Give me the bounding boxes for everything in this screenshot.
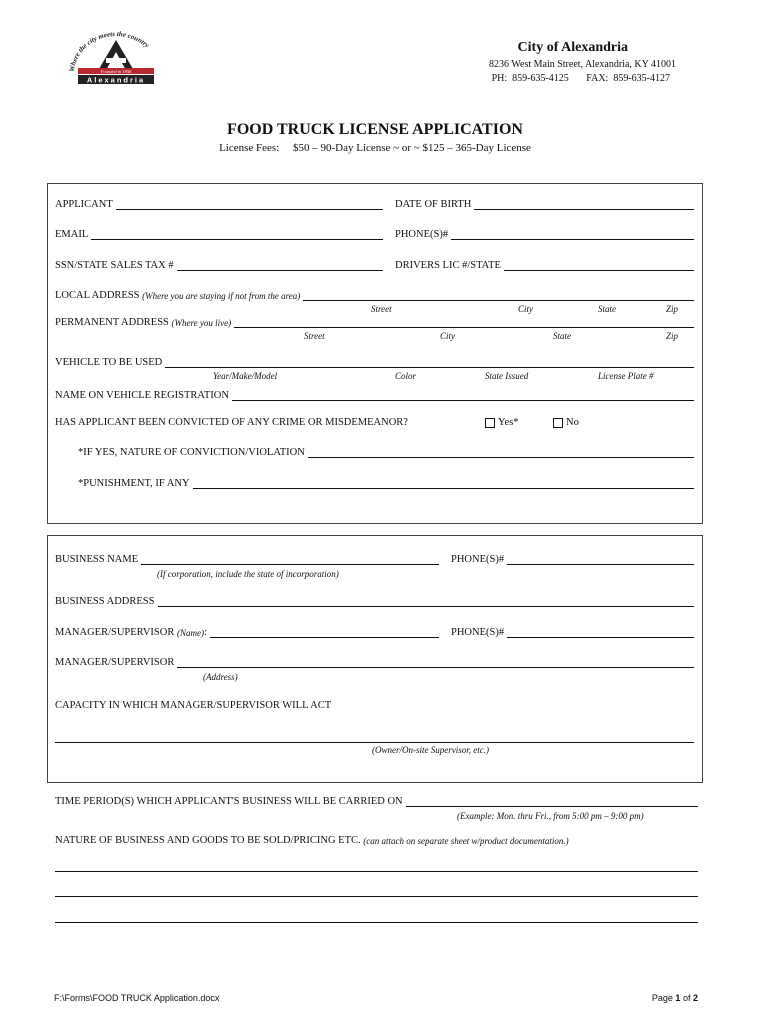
local-city-hint: City <box>518 304 533 314</box>
punishment-field[interactable] <box>78 478 694 489</box>
nature-of-business-hint: (can attach on separate sheet w/product documentation.) <box>363 836 569 846</box>
permanent-address-field[interactable] <box>55 317 694 328</box>
business-phone-label: PHONE(S)# <box>451 554 505 565</box>
perm-state-hint: State <box>553 331 571 341</box>
manager-address-field[interactable] <box>55 657 694 668</box>
license-plate-hint: License Plate # <box>598 371 654 381</box>
perm-zip-hint: Zip <box>666 331 679 341</box>
nature-input-line-1[interactable] <box>55 871 698 872</box>
permanent-address-label: PERMANENT ADDRESS <box>55 317 169 328</box>
applicant-field[interactable] <box>55 199 383 210</box>
conviction-nature-label: *IF YES, NATURE OF CONVICTION/VIOLATION <box>78 447 305 458</box>
capacity-input-line[interactable] <box>55 742 694 743</box>
conviction-nature-field[interactable] <box>78 447 694 458</box>
registration-field[interactable] <box>55 390 694 401</box>
business-name-hint: (If corporation, include the state of incorporation) <box>157 569 339 579</box>
city-logo <box>64 28 168 86</box>
dob-label: DATE OF BIRTH <box>395 199 472 210</box>
ssn-field[interactable] <box>55 260 383 271</box>
manager-phone-label: PHONE(S)# <box>451 627 505 638</box>
business-address-label: BUSINESS ADDRESS <box>55 596 155 607</box>
manager-name-colon: : <box>203 627 207 638</box>
permanent-address-hint: (Where you live) <box>171 318 232 328</box>
convicted-question: HAS APPLICANT BEEN CONVICTED OF ANY CRIME OR MISDEMEANOR? <box>55 417 408 428</box>
manager-address-label: MANAGER/SUPERVISOR <box>55 657 175 668</box>
business-address-field[interactable] <box>55 596 694 607</box>
applicant-label: APPLICANT <box>55 199 113 210</box>
dob-field[interactable] <box>395 199 694 210</box>
registration-label: NAME ON VEHICLE REGISTRATION <box>55 390 229 401</box>
email-label: EMAIL <box>55 229 89 240</box>
color-hint: Color <box>395 371 417 381</box>
local-address-label: LOCAL ADDRESS <box>55 290 140 301</box>
manager-name-label: MANAGER/SUPERVISOR <box>55 627 175 638</box>
local-state-hint: State <box>598 304 616 314</box>
punishment-label: *PUNISHMENT, IF ANY <box>78 478 190 489</box>
email-field[interactable] <box>55 229 383 240</box>
logo-name-text: Alexandria <box>86 75 146 85</box>
no-label: No <box>566 417 579 428</box>
state-issued-hint: State Issued <box>485 371 529 381</box>
time-period-hint: (Example: Mon. thru Fri., from 5:00 pm – 9:00 pm) <box>457 811 644 821</box>
phone-label: PHONE(S)# <box>395 229 449 240</box>
city-phone-fax: PH: 859-635-4125 FAX: 859-635-4127 <box>491 73 670 84</box>
manager-phone-field[interactable] <box>451 627 694 638</box>
local-street-hint: Street <box>371 304 392 314</box>
perm-street-hint: Street <box>304 331 325 341</box>
logo-band-text: Founded in 1856 <box>100 69 132 74</box>
footer-file-path: F:\Forms\FOOD TRUCK Application.docx <box>54 993 220 1003</box>
local-address-field[interactable] <box>55 290 694 301</box>
page-title: FOOD TRUCK LICENSE APPLICATION <box>227 121 523 138</box>
logo-arc-text: Where the city meets the country <box>67 29 151 73</box>
perm-city-hint: City <box>440 331 455 341</box>
city-name: City of Alexandria <box>517 40 628 55</box>
nature-of-business-label: NATURE OF BUSINESS AND GOODS TO BE SOLD/PRICING ETC. (can attach on separate sheet w/product documentation.) <box>55 835 569 846</box>
city-address: 8236 West Main Street, Alexandria, KY 41001 <box>489 59 676 70</box>
convicted-yes[interactable] <box>485 417 519 428</box>
ssn-label: SSN/STATE SALES TAX # <box>55 260 174 271</box>
nature-input-line-2[interactable] <box>55 896 698 897</box>
manager-address-hint: (Address) <box>203 672 238 682</box>
time-period-label: TIME PERIOD(S) WHICH APPLICANT'S BUSINESS WILL BE CARRIED ON <box>55 796 403 807</box>
drivers-lic-label: DRIVERS LIC #/STATE <box>395 260 501 271</box>
license-fees: License Fees: $50 – 90-Day License ~ or ~ $125 – 365-Day License <box>219 142 531 154</box>
nature-input-line-3[interactable] <box>55 922 698 923</box>
manager-name-field[interactable] <box>55 627 439 638</box>
yes-checkbox[interactable] <box>485 418 495 428</box>
phone-field[interactable] <box>395 229 694 240</box>
business-name-field[interactable] <box>55 554 439 565</box>
convicted-no[interactable] <box>553 417 579 428</box>
business-phone-field[interactable] <box>451 554 694 565</box>
drivers-lic-field[interactable] <box>395 260 694 271</box>
capacity-hint: (Owner/On-site Supervisor, etc.) <box>372 745 489 755</box>
manager-name-hint: (Name) <box>176 628 204 638</box>
business-name-label: BUSINESS NAME <box>55 554 139 565</box>
local-zip-hint: Zip <box>666 304 679 314</box>
no-checkbox[interactable] <box>553 418 563 428</box>
time-period-field[interactable] <box>55 796 698 807</box>
vehicle-field[interactable] <box>55 357 694 368</box>
local-address-hint: (Where you are staying if not from the area) <box>142 291 301 301</box>
vehicle-label: VEHICLE TO BE USED <box>55 357 163 368</box>
year-make-model-hint: Year/Make/Model <box>213 371 278 381</box>
capacity-label: CAPACITY IN WHICH MANAGER/SUPERVISOR WILL ACT <box>55 700 332 711</box>
footer-page-number: Page 1 of 2 <box>651 993 698 1003</box>
yes-label: Yes* <box>498 417 519 428</box>
